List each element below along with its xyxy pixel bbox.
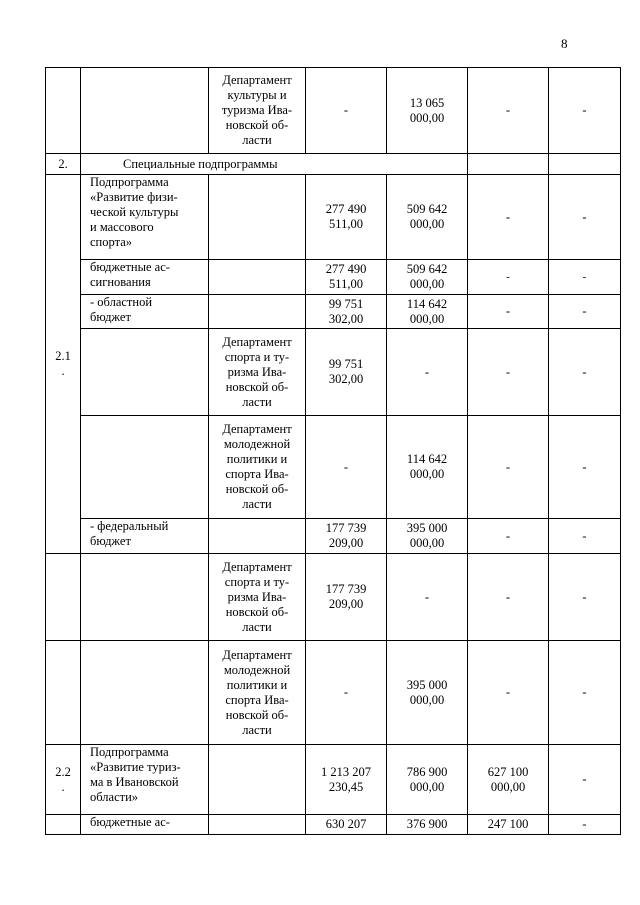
value-cell: 627 100 000,00 (468, 745, 549, 815)
executor-cell: Департамент спорта и ту- ризма Ива- новской об- ласти (209, 329, 306, 416)
empty-cell (549, 154, 621, 175)
value-cell: 99 751 302,00 (306, 295, 387, 329)
table-row (46, 260, 621, 295)
value-cell: 1 213 207 230,45 (306, 745, 387, 815)
value-cell: 630 207 (306, 815, 387, 835)
name-cell: - областной бюджет (81, 295, 209, 329)
table-row (46, 295, 621, 329)
executor-cell: Департамент молодежной политики и спорта Ива- новской об- ласти (209, 641, 306, 745)
table-row (46, 68, 621, 154)
value-cell: 395 000 000,00 (387, 519, 468, 554)
budget-table (45, 67, 621, 835)
value-cell: - (387, 554, 468, 641)
value-cell: - (549, 68, 621, 154)
name-cell: Подпрограмма «Развитие туриз- ма в Ивановской области» (81, 745, 209, 815)
name-cell (81, 554, 209, 641)
value-cell: 13 065 000,00 (387, 68, 468, 154)
value-cell: - (549, 295, 621, 329)
value-cell: - (549, 416, 621, 519)
value-cell: - (549, 641, 621, 745)
value-cell: - (468, 416, 549, 519)
value-cell: - (468, 329, 549, 416)
executor-cell: Департамент молодежной политики и спорта Ива- новской об- ласти (209, 416, 306, 519)
value-cell: - (549, 815, 621, 835)
value-cell: 376 900 (387, 815, 468, 835)
page-number: 8 (561, 36, 568, 51)
name-cell: - федеральный бюджет (81, 519, 209, 554)
name-cell: бюджетные ас- сигнования (81, 260, 209, 295)
value-cell: - (306, 641, 387, 745)
value-cell: 114 642 000,00 (387, 295, 468, 329)
row-number-cell: 2.1 . (46, 175, 81, 554)
empty-cell (468, 154, 549, 175)
table-row (46, 416, 621, 519)
value-cell: - (468, 641, 549, 745)
value-cell: 509 642 000,00 (387, 175, 468, 260)
executor-cell (209, 260, 306, 295)
name-cell: Подпрограмма «Развитие физи- ческой культуры и массового спорта» (81, 175, 209, 260)
value-cell: - (468, 175, 549, 260)
value-cell: 177 739 209,00 (306, 519, 387, 554)
table-row (46, 815, 621, 835)
row-number-cell (46, 641, 81, 745)
table-row (46, 175, 621, 260)
value-cell: - (306, 416, 387, 519)
value-cell: - (549, 329, 621, 416)
value-cell: 395 000 000,00 (387, 641, 468, 745)
value-cell: - (468, 68, 549, 154)
name-cell (81, 329, 209, 416)
value-cell: 277 490 511,00 (306, 175, 387, 260)
section-title-cell: Специальные подпрограммы (81, 154, 468, 175)
value-cell: 786 900 000,00 (387, 745, 468, 815)
value-cell: 509 642 000,00 (387, 260, 468, 295)
row-number-cell (46, 554, 81, 641)
value-cell: - (468, 519, 549, 554)
value-cell: - (549, 745, 621, 815)
name-cell (81, 416, 209, 519)
name-cell: бюджетные ас- (81, 815, 209, 835)
executor-cell (209, 745, 306, 815)
table-row (46, 329, 621, 416)
table-row (46, 554, 621, 641)
value-cell: - (468, 554, 549, 641)
value-cell: - (549, 554, 621, 641)
row-number-cell: 2.2 . (46, 745, 81, 815)
value-cell: - (549, 260, 621, 295)
table-row (46, 519, 621, 554)
value-cell: 247 100 (468, 815, 549, 835)
row-number-cell (46, 68, 81, 154)
value-cell: 99 751 302,00 (306, 329, 387, 416)
executor-cell: Департамент культуры и туризма Ива- новской об- ласти (209, 68, 306, 154)
value-cell: 177 739 209,00 (306, 554, 387, 641)
executor-cell: Департамент спорта и ту- ризма Ива- новской об- ласти (209, 554, 306, 641)
executor-cell (209, 519, 306, 554)
table-row (46, 641, 621, 745)
value-cell: - (468, 260, 549, 295)
executor-cell (209, 175, 306, 260)
table-row (46, 154, 621, 175)
table-row (46, 745, 621, 815)
name-cell (81, 641, 209, 745)
value-cell: - (387, 329, 468, 416)
value-cell: - (549, 175, 621, 260)
value-cell: - (549, 519, 621, 554)
executor-cell (209, 815, 306, 835)
value-cell: - (468, 295, 549, 329)
section-number-cell: 2. (46, 154, 81, 175)
value-cell: - (306, 68, 387, 154)
value-cell: 277 490 511,00 (306, 260, 387, 295)
value-cell: 114 642 000,00 (387, 416, 468, 519)
name-cell (81, 68, 209, 154)
executor-cell (209, 295, 306, 329)
row-number-cell (46, 815, 81, 835)
